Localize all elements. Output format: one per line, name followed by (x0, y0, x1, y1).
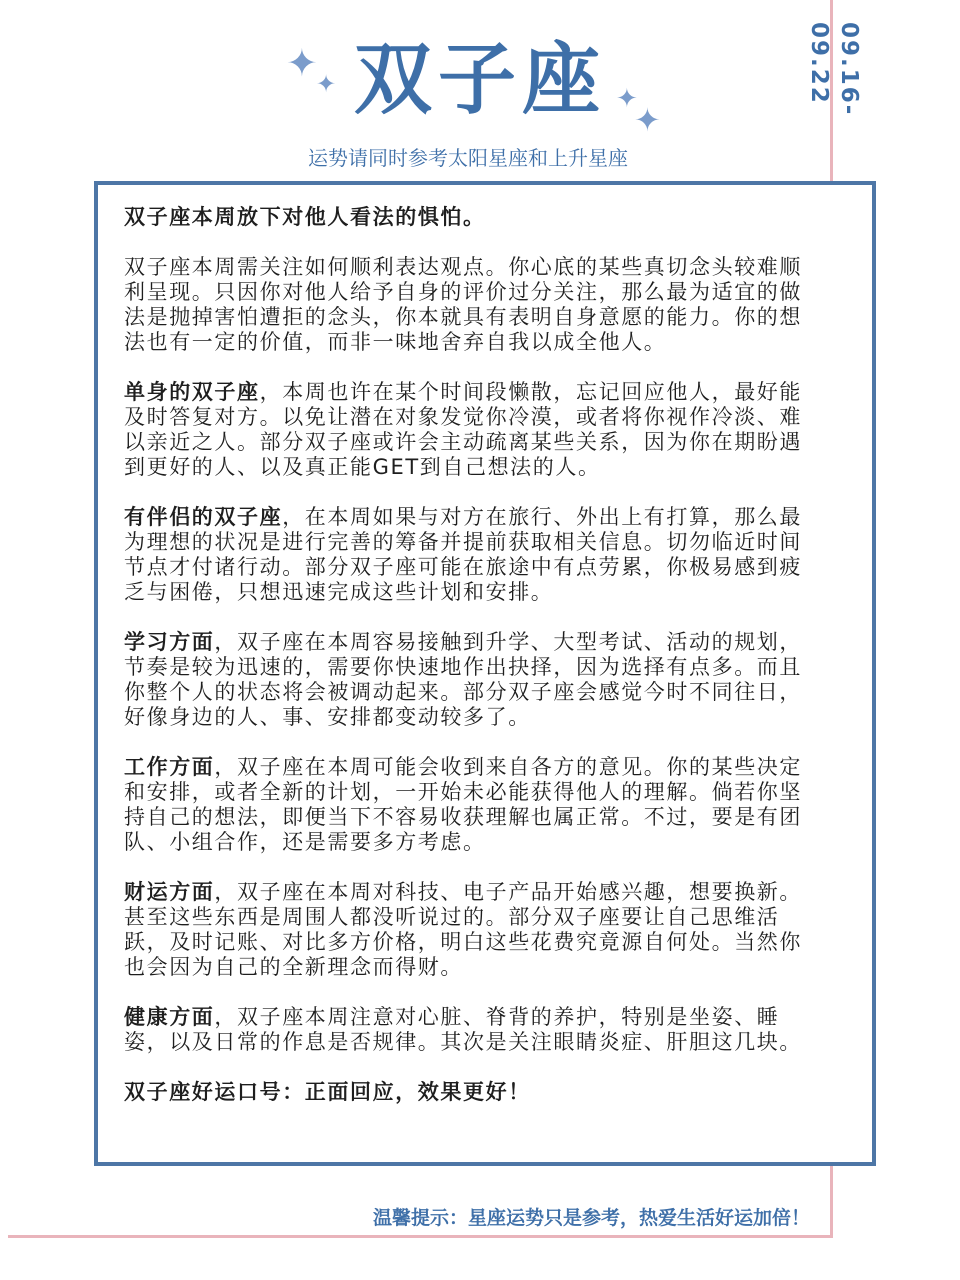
section-heading: 单身的双子座 (124, 380, 260, 404)
overview-paragraph: 双子座本周需关注如何顺利表达观点。你心底的某些真切念头较难顺利呈现。只因你对他人给予自身的评价过分关注，那么最为适宜的做法是抛掉害怕遭拒的念头，你本就具有表明自身意愿的能力。你的想法也有一定的价值，而非一味地舍弃自我以成全他人。 (124, 255, 802, 354)
section-health (124, 1005, 824, 1055)
section-study (124, 630, 824, 730)
section-text: ，双子座本周注意对心脏、脊背的养护，特别是坐姿、睡姿，以及日常的作息是否规律。其次是关注眼睛炎症、肝胆这几块。 (124, 1005, 802, 1054)
section-text: ，双子座在本周可能会收到来自各方的意见。你的某些决定和安排，或者全新的计划，一开始未必能获得他人的理解。倘若你坚持自己的想法，即便当下不容易收获理解也属正常。不过，要是有团队、小组合作，还是需要多方考虑。 (124, 755, 803, 854)
page-title: 双子座 (353, 35, 606, 125)
footer-tip: 温馨提示：星座运势只是参考，热爱生活好运加倍！ (372, 1207, 810, 1229)
lucky-slogan: 双子座好运口号：正面回应，效果更好！ (124, 1080, 531, 1104)
section-text: ，双子座在本周容易接触到升学、大型考试、活动的规划，节奏是较为迅速的，需要你快速地作出抉择，因为选择有点多。而且你整个人的状态将会被调动起来。部分双子座会感觉今时不同往日，好像身边的人、事、安排都变动较多了。 (124, 630, 803, 729)
date-range: 09.16-09.22 (806, 22, 862, 117)
pink-horizontal-line (8, 1235, 833, 1238)
section-couple (124, 505, 824, 605)
sparkle-icon: ✦ (634, 101, 661, 139)
section-heading: 健康方面 (124, 1005, 215, 1029)
section-single (124, 380, 824, 480)
page-subtitle: 运势请同时参考太阳星座和上升星座 (308, 146, 628, 170)
section-text: ，本周也许在某个时间段懒散，忘记回应他人，最好能及时答复对方。以免让潜在对象发觉你冷漠，或者将你视作冷淡、难以亲近之人。部分双子座或许会主动疏离某些关系，因为你在期盼遇到更好的人、以及真正能GET到自己想法的人。 (124, 380, 803, 479)
sparkle-icon: ✦ (316, 70, 337, 98)
section-heading: 工作方面 (124, 755, 215, 779)
intro-line: 双子座本周放下对他人看法的惧怕。 (124, 205, 486, 229)
sparkle-icon: ✦ (286, 41, 318, 85)
sparkle-icon: ✦ (616, 84, 638, 114)
section-work (124, 755, 824, 855)
section-heading: 学习方面 (124, 630, 215, 654)
horoscope-text (124, 205, 824, 1105)
section-text: ，双子座在本周对科技、电子产品开始感兴趣，想要换新。甚至这些东西是周围人都没听说过的。部分双子座要让自己思维活跃，及时记账、对比多方价格，明白这些花费究竟源自何处。当然你也会因为自己的全新理念而得财。 (124, 880, 803, 979)
section-text: ，在本周如果与对方在旅行、外出上有打算，那么最为理想的状况是进行完善的筹备并提前获取相关信息。切勿临近时间节点才付诸行动。部分双子座可能在旅途中有点劳累，你极易感到疲乏与困倦，只想迅速完成这些计划和安排。 (124, 505, 803, 604)
section-heading: 有伴侣的双子座 (124, 505, 283, 529)
content-frame (94, 181, 876, 1166)
section-wealth (124, 880, 824, 980)
section-heading: 财运方面 (124, 880, 215, 904)
